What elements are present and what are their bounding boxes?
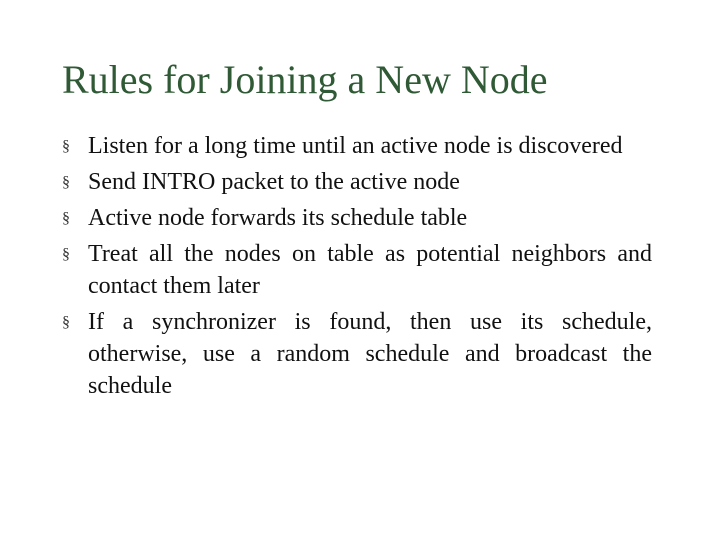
bullet-item	[62, 166, 652, 198]
bullet-item	[62, 202, 652, 234]
bullet-marker-icon: §	[62, 246, 70, 263]
bullet-marker-icon: §	[62, 314, 70, 331]
bullet-marker-icon: §	[62, 138, 70, 155]
bullet-text: Listen for a long time until an active node is discovered	[88, 133, 623, 159]
bullet-marker-icon: §	[62, 174, 70, 191]
bullet-text: Active node forwards its schedule table	[88, 205, 468, 231]
slide-title: Rules for Joining a New Node	[62, 57, 548, 102]
bullet-marker-icon: §	[62, 210, 70, 227]
bullet-text: Send INTRO packet to the active node	[88, 169, 460, 195]
bullet-text: If a synchronizer is found, then use its schedule, otherwise, use a random schedule and broadcast the schedule	[88, 309, 652, 399]
bullet-item	[62, 130, 652, 162]
bullet-item	[62, 306, 652, 402]
bullet-item	[62, 238, 652, 302]
bullet-text: Treat all the nodes on table as potential neighbors and contact them later	[88, 241, 652, 299]
bullet-list	[62, 130, 652, 406]
